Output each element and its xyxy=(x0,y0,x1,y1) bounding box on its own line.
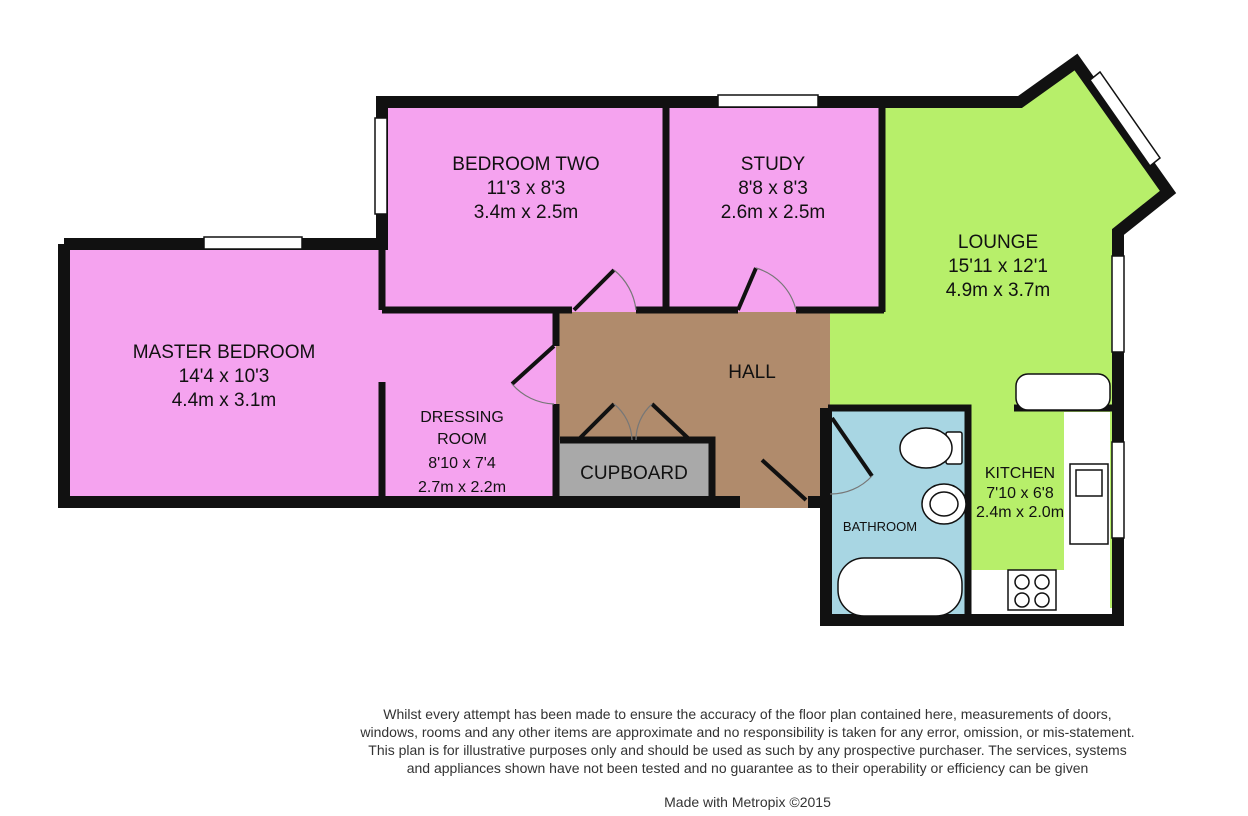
window-master-bedroom xyxy=(204,237,302,249)
window-lounge xyxy=(1112,256,1124,352)
basin-inner xyxy=(930,492,958,516)
metropix-credit: Made with Metropix ©2015 xyxy=(664,794,831,810)
hob-ring xyxy=(1015,593,1029,607)
window-bedroom-two xyxy=(375,118,387,214)
lounge-name: LOUNGE xyxy=(957,232,1039,253)
bath xyxy=(838,558,962,616)
dressing-room-metric: 2.7m x 2.2m xyxy=(417,479,507,496)
hob-ring xyxy=(1015,575,1029,589)
study-metric: 2.6m x 2.5m xyxy=(720,202,826,223)
dressing-room-name-line1: DRESSING xyxy=(420,409,504,426)
dressing-room-name-line2: ROOM xyxy=(437,431,487,448)
hob xyxy=(1008,570,1056,610)
bedroom-two-imperial: 11'3 x 8'3 xyxy=(486,178,566,199)
hob-ring xyxy=(1035,593,1049,607)
dressing-room-imperial: 8'10 x 7'4 xyxy=(428,455,496,472)
bathroom-name: BATHROOM xyxy=(842,519,918,534)
kitchen-imperial: 7'10 x 6'8 xyxy=(986,485,1054,502)
hall-name: HALL xyxy=(728,362,776,383)
kitchen-name: KITCHEN xyxy=(984,465,1056,482)
window-kitchen xyxy=(1112,442,1124,538)
kitchen-sink-bowl xyxy=(1076,470,1102,496)
disclaimer-text: Whilst every attempt has been made to ensure the accuracy of the floor plan contained here, measurements of doors, windows, rooms and any other items are approximate and no responsibility is taken for any error, omission, or mis-statement. This plan is for illustrative purposes only and should be used as such by any prospective purchaser. The services, systems and appliances shown have not been tested and no guarantee as to their operability or efficiency can be given xyxy=(360,706,1135,776)
window-study xyxy=(718,95,818,107)
cupboard-name: CUPBOARD xyxy=(580,463,688,484)
master-bedroom-metric: 4.4m x 3.1m xyxy=(171,390,277,411)
bedroom-two-metric: 3.4m x 2.5m xyxy=(473,202,579,223)
master-bedroom-name: MASTER BEDROOM xyxy=(132,342,316,363)
lounge-imperial: 15'11 x 12'1 xyxy=(948,256,1048,277)
kitchen-metric: 2.4m x 2.0m xyxy=(975,504,1065,521)
bedroom-two-name: BEDROOM TWO xyxy=(452,154,600,175)
master-bedroom-imperial: 14'4 x 10'3 xyxy=(178,366,270,387)
wc-pan xyxy=(900,428,952,468)
study-name: STUDY xyxy=(740,154,806,175)
study-imperial: 8'8 x 8'3 xyxy=(738,178,808,199)
lounge-worktop xyxy=(1016,374,1110,410)
hob-ring xyxy=(1035,575,1049,589)
lounge-metric: 4.9m x 3.7m xyxy=(945,280,1051,301)
